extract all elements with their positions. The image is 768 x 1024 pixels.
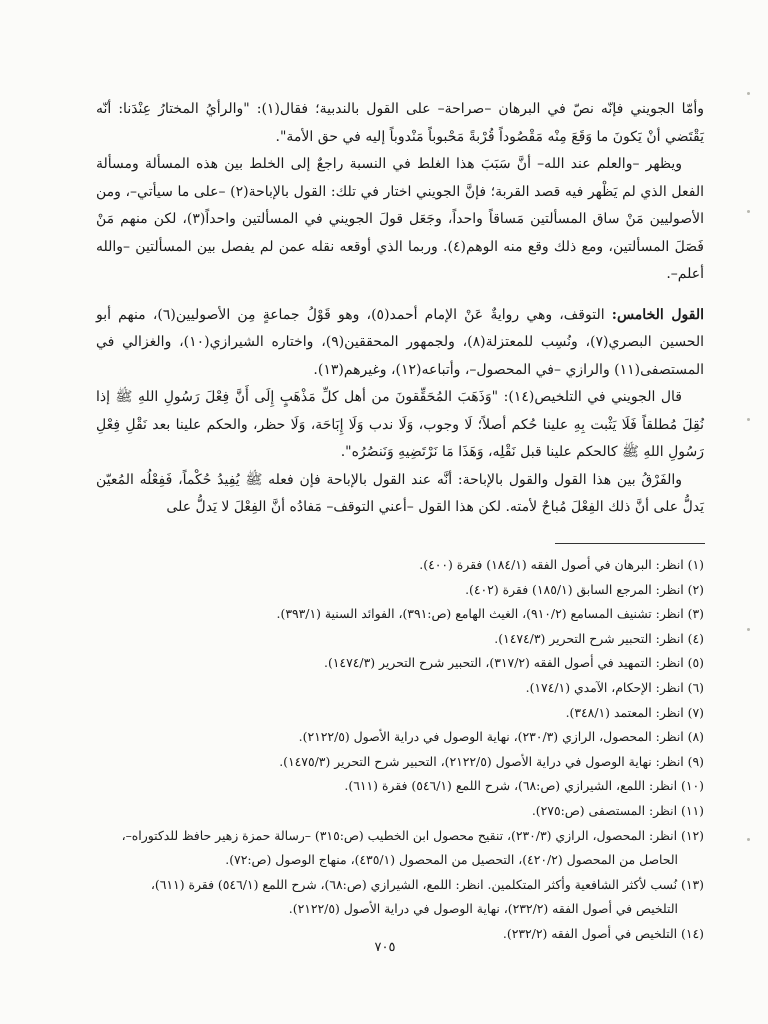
footnote-4: (٤) انظر: التحبير شرح التحرير (١٤٧٤/٣). <box>494 630 704 646</box>
paragraph-5: والفَرْقُ بين هذا القول والقول بالإباحة: أنَّه عند القول بالإباحة فإن فعله ﷺ يُفِيدُ حُكْماً، فَفِعْلُه المُعيّن يَدلُّ على أنَّ ذلك الفِعْلَ مُباحٌ لأمته. لكن هذا القول –أعني التوقف– مَفادُه أنَّ الفِعْلَ لا يَدلُّ على <box>96 471 704 515</box>
paragraph-3 <box>96 302 704 385</box>
scan-dot <box>747 838 750 841</box>
footnote-12: (١٢) انظر: المحصول، الرازي (٢٣٠/٣)، تنقيح محصول ابن الخطيب (ص:٣١٥) –رسالة حمزة زهير حافظ للدكتوراه–، <box>121 827 704 843</box>
footnote-7: (٧) انظر: المعتمد (٣٤٨/١). <box>565 704 704 720</box>
scan-dot <box>747 628 750 631</box>
page-number: ٧٠٥ <box>374 940 396 955</box>
footnote-2: (٢) انظر: المرجع السابق (١٨٥/١) فقرة (٤٠٢). <box>465 581 704 597</box>
footnote-14: (١٤) التلخيص في أصول الفقه (٢٣٢/٢). <box>502 925 704 941</box>
footnote-8: (٨) انظر: المحصول، الرازي (٢٣٠/٣)، نهاية الوصول في دراية الأصول (٢١٢٢/٥). <box>298 729 704 745</box>
footnote-11: (١١) انظر: المستصفى (ص:٢٧٥). <box>531 802 704 818</box>
footnote-separator <box>555 543 705 544</box>
paragraph-1: وأمّا الجويني فإنّه نصّ في البرهان –صراحة– على القول بالندبية؛ فقال(١): "والرأيُ المختارُ عِنْدَنا: أنّه يَقْتَضي أنْ يَكونَ ما وَقَعَ مِنْه مَقْصُوداً قُرْبةً مَحْبوباً مَنْدوباً إليه في حق الأمة". <box>96 101 704 145</box>
footnote-3: (٣) انظر: تشنيف المسامع (٩١٠/٢)، الغيث الهامع (ص:٣٩١)، الفوائد السنية (٣٩٣/١). <box>276 606 704 622</box>
footnote-13-continued: التلخيص في أصول الفقه (٢٣٢/٢)، نهاية الوصول في دراية الأصول (٢١٢٢/٥). <box>288 901 678 917</box>
paragraph-4: قال الجويني في التلخيص(١٤): "وَذَهَبَ المُحَقِّقونَ من أهل كلِّ مَذْهَبٍ إِلَى أَنَّ فِعْلَ رَسُولِ اللهِ ﷺ إذا نُقِلَ مُطلقاً فَلَا يَثْبت بِهِ علينا حُكم أصلاً؛ لَا وجوب، وَلَا ندب وَلَا إِبَاحَة، وَلَا حظر، والحكم علينا بعد نَقْلِ فِعْلِ رَسُولِ اللهِ ﷺ كالحكم علينا قبل نَقْلِه، وَهَذَا مَا نَرْتَضِيهِ وَنَنصُرُه". <box>96 389 704 460</box>
section-label: القول الخامس: <box>611 306 704 323</box>
footnote-13: (١٣) نُسب لأكثر الشافعية وأكثر المتكلمين. انظر: اللمع، الشيرازي (ص:٦٨)، شرح اللمع (٥٤٦/١) فقرة (٦١١)، <box>150 876 704 892</box>
scan-dot <box>747 92 750 95</box>
main-text <box>96 96 704 522</box>
scan-dot <box>747 210 750 213</box>
footnotes <box>96 553 704 947</box>
paragraph-2: ويظهر –والعلم عند الله– أنَّ سَبَبَ هذا الغلط في النسبة راجعٌ إلى الخلط بين هذه المسألة ومسألة الفعل الذي لم يَظْهر فيه قصد القربة؛ فإنَّ الجويني اختار في تلك: القول بالإباحة(٢) –على ما سيأتي–، ومن الأصوليين مَنْ ساق المسألتين مَساقاً واحداً، وجَعَل قولَ الجويني في المسألتين واحداً(٣)، لكن منهم مَنْ فَصَلَ المسألتين، ومع ذلك وقع منه الوهم(٤). وربما الذي أوقعه نقله عمن لم يفصل بين المسألتين –والله أعلم–. <box>96 156 705 282</box>
footnote-9: (٩) انظر: نهاية الوصول في دراية الأصول (٢١٢٢/٥)، التحبير شرح التحرير (١٤٧٥/٣). <box>279 753 704 769</box>
footnote-5: (٥) انظر: التمهيد في أصول الفقه (٣١٧/٢)، التحبير شرح التحرير (١٤٧٤/٣). <box>324 655 704 671</box>
scan-dot <box>747 418 750 421</box>
footnote-10: (١٠) انظر: اللمع، الشيرازي (ص:٦٨)، شرح اللمع (٥٤٦/١) فقرة (٦١١). <box>344 778 704 794</box>
footnote-1: (١) انظر: البرهان في أصول الفقه (١٨٤/١) فقرة (٤٠٠). <box>419 557 704 572</box>
footnote-12-continued: الحاصل من المحصول (٤٢٠/٢)، التحصيل من المحصول (٤٣٥/١)، منهاج الوصول (ص:٧٢). <box>225 852 678 868</box>
paragraph-3-text: القول الخامس: التوقف، وهي روايةٌ عَنْ الإمام أحمد(٥)، وهو قَوْلُ جماعةٍ مِن الأصوليين(٦)، منهم أبو الحسين البصري(٧)، ونُسِب للمعتزلة(٨)، ولجمهور المحققين(٩)، واختاره الشيرازي(١٠)، والغزالي في المستصفى(١١) والرازي –في المحصول–، وأتباعه(١٢)، وغيرهم(١٣). <box>96 306 705 378</box>
footnote-6: (٦) انظر: الإحكام، الآمدي (١٧٤/١). <box>525 679 704 695</box>
